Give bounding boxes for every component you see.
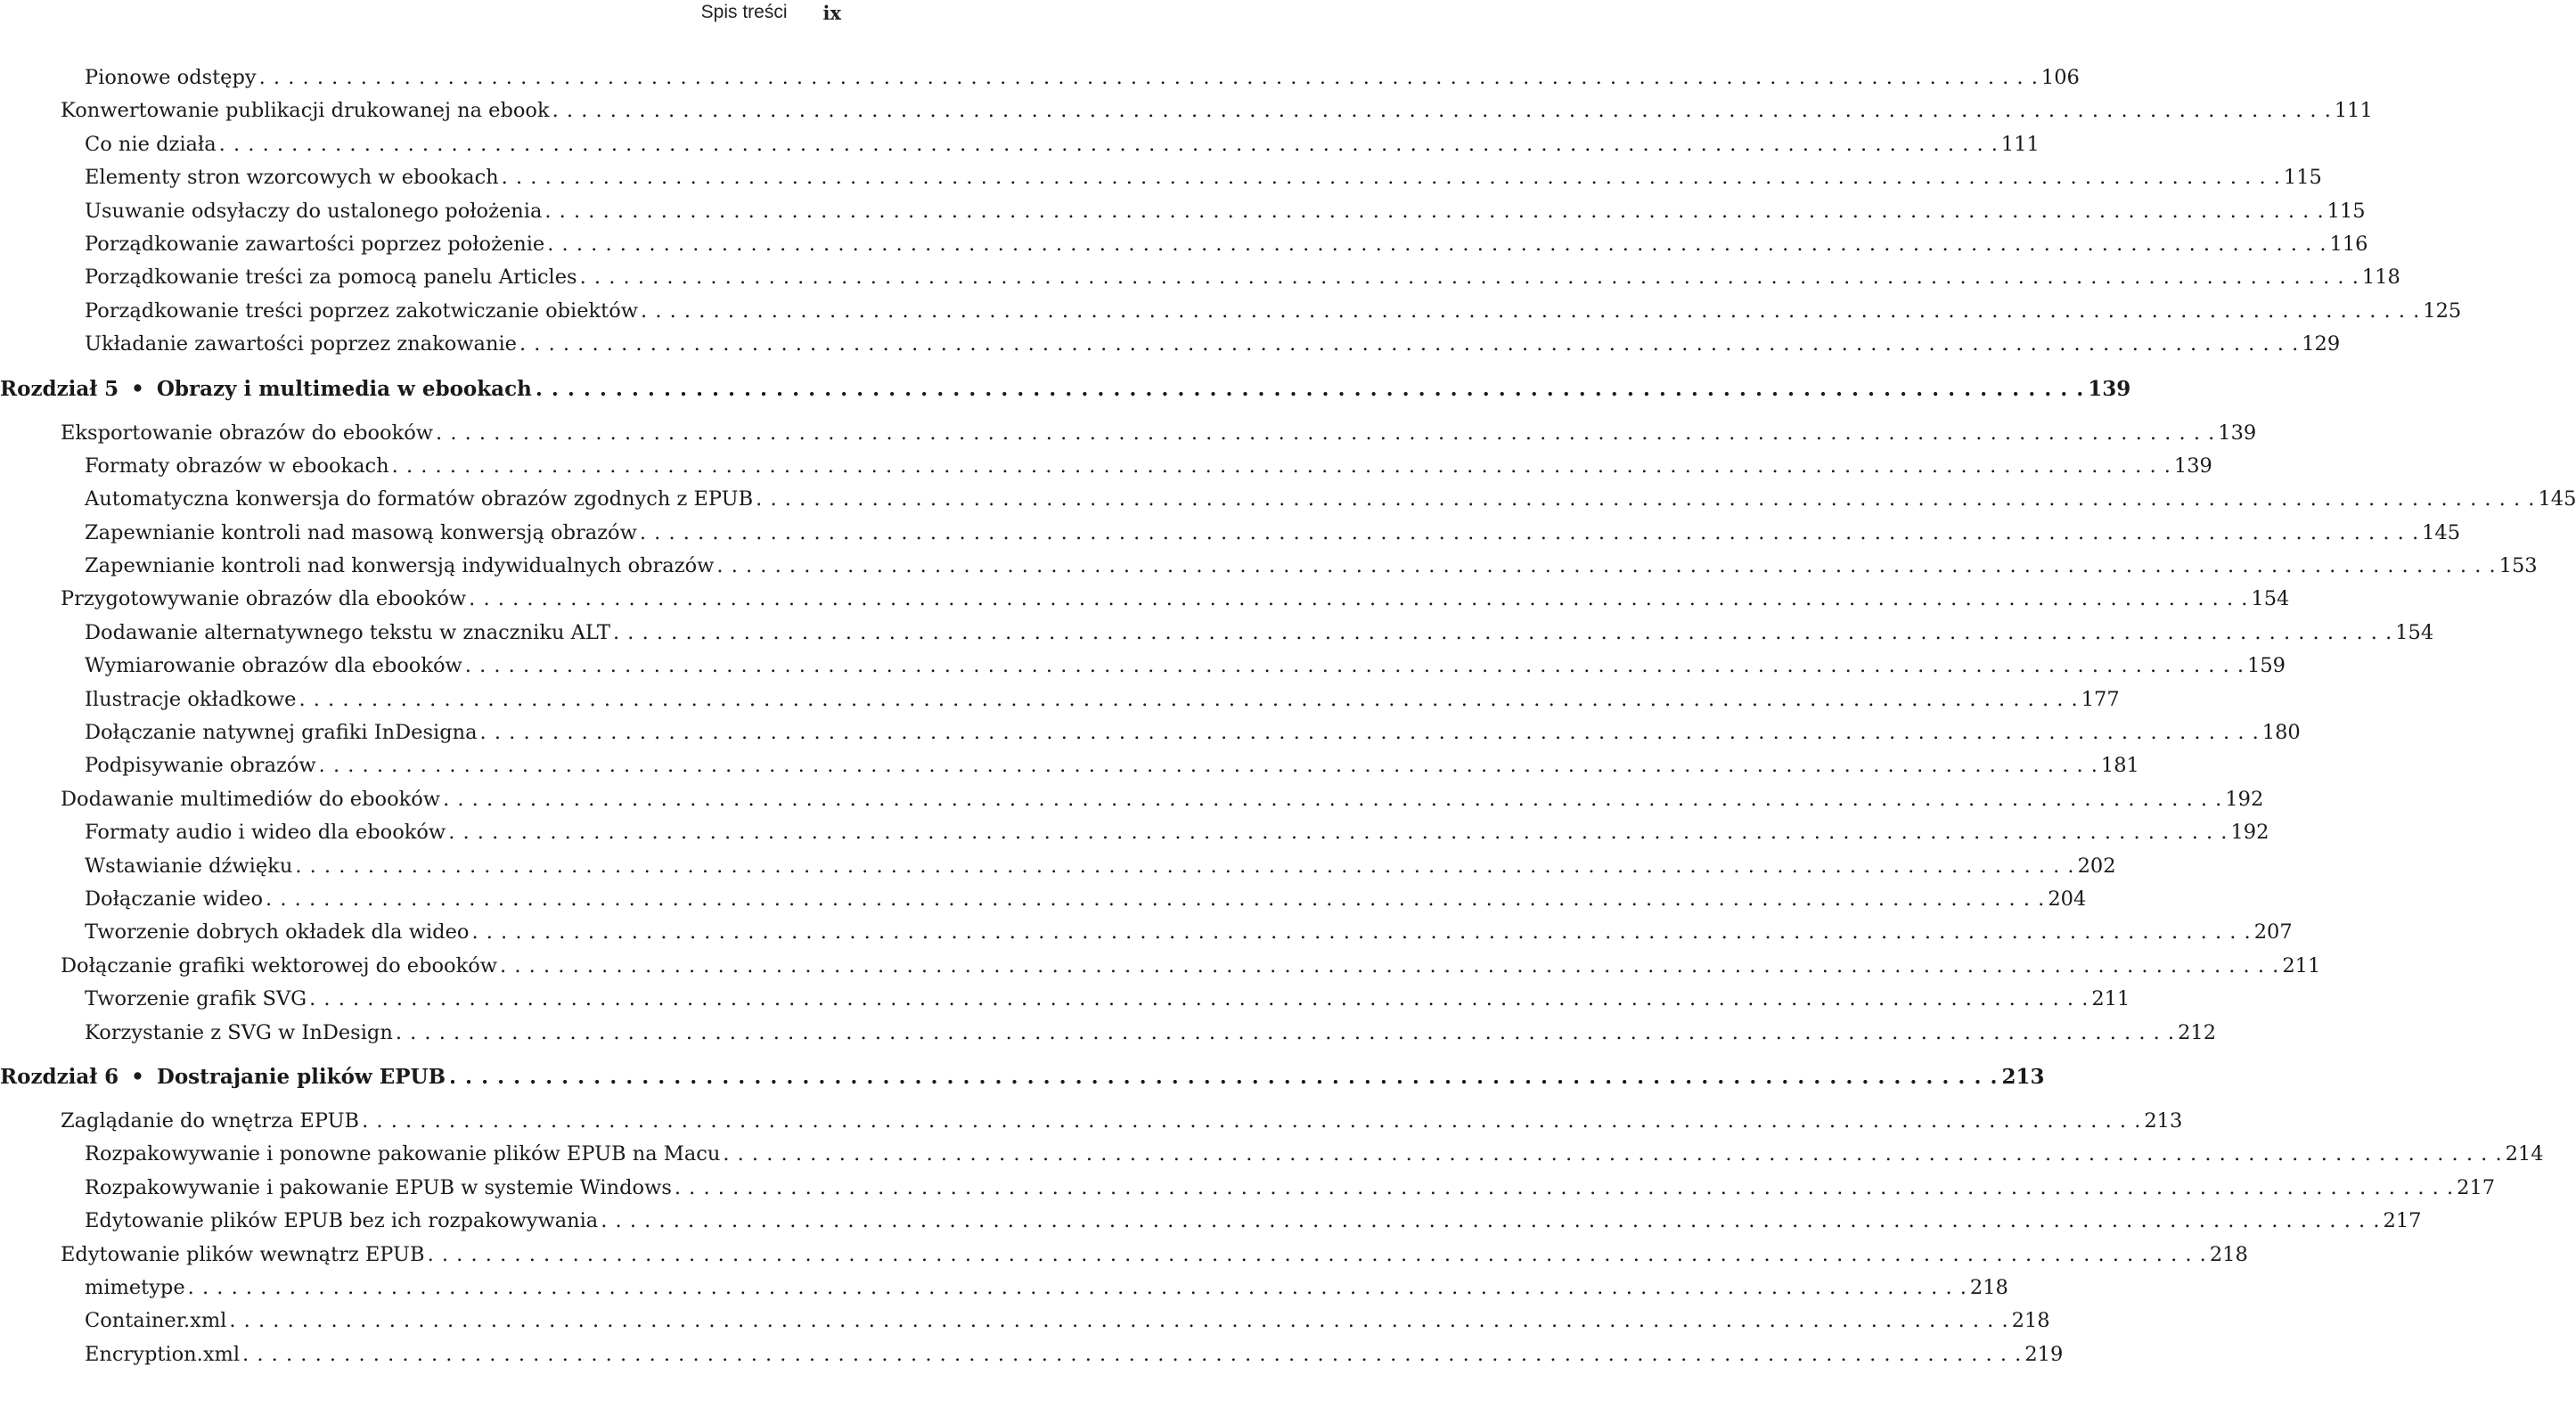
toc-entry-page-number: 218 (2209, 1242, 2248, 1266)
dot-leader (480, 721, 2260, 744)
toc-entry[interactable] (0, 587, 2290, 620)
toc-entry-title: Eksportowanie obrazów do ebooków (61, 421, 434, 445)
dot-leader (613, 621, 2392, 644)
toc-entry-page-number: 181 (2100, 754, 2139, 778)
toc-entry-page-number: 204 (2048, 887, 2087, 911)
toc-entry-title: Dołączanie grafiki wektorowej do ebooków (61, 953, 498, 977)
toc-entry-page-number: 218 (1969, 1275, 2008, 1299)
dot-leader (298, 688, 2078, 711)
dot-leader (309, 987, 2089, 1010)
toc-entry-title: Usuwanie odsyłaczy do ustalonego położenia (85, 199, 543, 223)
toc-entry-page-number: 213 (2144, 1108, 2183, 1133)
toc-entry-title: Pionowe odstępy (85, 66, 257, 89)
toc-entry[interactable] (0, 1242, 2248, 1276)
dot-leader (266, 887, 2045, 911)
toc-entry-title: Zapewnianie kontroli nad masową konwersją obrazów (85, 520, 637, 544)
toc-entry[interactable] (0, 1275, 2008, 1309)
chapter-title: Dostrajanie plików EPUB (156, 1064, 446, 1089)
toc-entry[interactable] (0, 520, 2461, 554)
toc-entry-page-number: 211 (2091, 987, 2130, 1011)
dot-leader (469, 587, 2248, 610)
dot-leader (723, 1142, 2502, 1166)
chapter-bullet: • (131, 1064, 144, 1089)
toc-entry-title: Co nie działa (85, 132, 217, 156)
toc-entry[interactable] (0, 421, 2257, 454)
toc-entry-title: Container.xml (85, 1309, 227, 1333)
toc-entry-page-number: 115 (2283, 166, 2322, 190)
chapter-title: Obrazy i multimedia w ebookach (156, 376, 532, 401)
toc-entry[interactable] (0, 887, 2087, 920)
toc-entry-title: Rozpakowywanie i ponowne pakowanie plików EPUB na Macu (85, 1142, 721, 1166)
dot-leader (443, 788, 2222, 811)
dot-leader (716, 554, 2496, 577)
chapter-page-number: 139 (2088, 376, 2131, 401)
toc-entry[interactable] (0, 687, 2120, 721)
toc-entry-title: Porządkowanie treści za pomocą panelu Articles (85, 266, 577, 290)
toc-entry-title: Formaty obrazów w ebookach (85, 454, 389, 478)
dot-leader (448, 821, 2228, 844)
toc-entry[interactable] (0, 454, 2212, 487)
toc-entry[interactable] (0, 199, 2366, 233)
dot-leader (436, 421, 2215, 445)
toc-entry-page-number: 125 (2423, 299, 2462, 323)
chapter-label: Rozdział 5 (0, 376, 119, 401)
toc-entry-page-number: 118 (2361, 266, 2400, 290)
toc-entry-title: mimetype (85, 1275, 185, 1299)
toc-entry[interactable] (0, 1020, 2217, 1054)
toc-entry[interactable] (0, 854, 2116, 887)
dot-leader (259, 66, 2039, 89)
toc-entry[interactable] (0, 1342, 2064, 1376)
toc-entry-page-number: 154 (2395, 620, 2434, 644)
toc-entry-title: Korzystanie z SVG w InDesign (85, 1020, 393, 1044)
toc-entry-page-number: 211 (2282, 953, 2321, 977)
toc-entry-title: Zapewnianie kontroli nad konwersją indywidualnych obrazów (85, 554, 715, 578)
dot-leader (544, 200, 2324, 223)
dot-leader (219, 133, 1999, 156)
toc-entry[interactable] (0, 654, 2286, 687)
dot-leader (500, 954, 2279, 977)
dot-leader (552, 99, 2332, 122)
table-of-contents (0, 66, 2576, 1376)
chapter-label: Rozdział 6 (0, 1064, 119, 1089)
toc-entry-title: Układanie zawartości poprzez znakowanie (85, 332, 517, 356)
toc-chapter-5[interactable] (0, 376, 2131, 413)
chapter-bullet: • (131, 376, 144, 401)
toc-entry-title: Elementy stron wzorcowych w ebookach (85, 166, 499, 190)
toc-entry-page-number: 153 (2498, 554, 2538, 578)
toc-entry[interactable] (0, 787, 2264, 821)
dot-leader (641, 299, 2420, 323)
dot-leader (756, 487, 2535, 511)
toc-entry-title: Dodawanie alternatywnego tekstu w znaczniku ALT (85, 620, 610, 644)
dot-leader (295, 855, 2074, 878)
toc-group-chapter4-tail (0, 66, 2462, 366)
dot-leader (362, 1109, 2141, 1133)
toc-entry[interactable] (0, 754, 2139, 787)
toc-entry-page-number: 145 (2538, 487, 2576, 511)
toc-entry-title: Encryption.xml (85, 1342, 241, 1366)
running-head (701, 2, 841, 24)
toc-entry-page-number: 129 (2302, 332, 2341, 356)
toc-entry[interactable] (0, 266, 2400, 299)
dot-leader (449, 1065, 1998, 1089)
toc-entry-title: Podpisywanie obrazów (85, 754, 316, 778)
toc-chapter-6[interactable] (0, 1064, 2045, 1100)
dot-leader (465, 654, 2245, 677)
toc-entry[interactable] (0, 66, 2080, 99)
dot-leader (396, 1021, 2175, 1044)
toc-entry[interactable] (0, 721, 2301, 754)
toc-entry[interactable] (0, 332, 2341, 365)
toc-entry-title: Dołączanie natywnej grafiki InDesigna (85, 721, 478, 745)
toc-group-chapter6 (0, 1108, 2544, 1376)
toc-entry-title: Edytowanie plików wewnątrz EPUB (61, 1242, 425, 1266)
toc-entry[interactable] (0, 953, 2321, 987)
toc-entry-title: Dodawanie multimediów do ebooków (61, 787, 441, 811)
dot-leader (547, 233, 2327, 256)
toc-entry-page-number: 177 (2081, 687, 2120, 711)
toc-entry-title: Konwertowanie publikacji drukowanej na ebook (61, 99, 550, 123)
toc-entry[interactable] (0, 620, 2434, 654)
toc-entry[interactable] (0, 1209, 2422, 1242)
dot-leader (640, 521, 2419, 544)
toc-entry-title: Porządkowanie zawartości poprzez położenie (85, 232, 545, 256)
toc-entry-title: Wymiarowanie obrazów dla ebooków (85, 654, 462, 678)
toc-entry-page-number: 217 (2457, 1175, 2496, 1199)
toc-entry[interactable] (0, 1309, 2050, 1342)
dot-leader (601, 1209, 2380, 1232)
toc-entry-page-number: 145 (2422, 520, 2461, 544)
toc-entry-page-number: 116 (2329, 232, 2368, 256)
dot-leader (392, 454, 2171, 478)
dot-leader (502, 166, 2281, 189)
toc-entry-title: Automatyczna konwersja do formatów obrazów zgodnych z EPUB (85, 487, 754, 511)
toc-group-chapter5 (0, 421, 2576, 1054)
dot-leader (675, 1176, 2454, 1199)
toc-entry[interactable] (0, 166, 2322, 199)
toc-entry-page-number: 111 (2000, 132, 2040, 156)
dot-leader (580, 266, 2359, 289)
dot-leader (519, 332, 2299, 356)
toc-entry-title: Tworzenie grafik SVG (85, 987, 307, 1011)
toc-entry-page-number: 106 (2040, 66, 2080, 89)
toc-entry-page-number: 217 (2383, 1209, 2422, 1233)
toc-entry-page-number: 219 (2024, 1342, 2064, 1366)
toc-entry-page-number: 154 (2251, 587, 2290, 611)
toc-entry-title: Ilustracje okładkowe (85, 687, 297, 711)
toc-entry[interactable] (0, 132, 2040, 166)
toc-entry-title: Porządkowanie treści poprzez zakotwiczanie obiektów (85, 299, 639, 323)
toc-entry[interactable] (0, 487, 2576, 520)
dot-leader (188, 1276, 1967, 1299)
toc-entry-page-number: 139 (2173, 454, 2212, 478)
toc-entry-page-number: 218 (2011, 1309, 2050, 1333)
toc-entry[interactable] (0, 821, 2269, 854)
dot-leader (229, 1309, 2008, 1332)
page-folio: ix (822, 2, 841, 24)
toc-entry-page-number: 159 (2247, 654, 2286, 678)
toc-entry-page-number: 214 (2505, 1142, 2544, 1166)
toc-entry-page-number: 111 (2334, 99, 2373, 123)
toc-entry-title: Dołączanie wideo (85, 887, 264, 911)
toc-entry-title: Tworzenie dobrych okładek dla wideo (85, 920, 470, 945)
toc-entry[interactable] (0, 1142, 2544, 1175)
toc-entry-title: Zaglądanie do wnętrza EPUB (61, 1108, 360, 1133)
toc-entry[interactable] (0, 1108, 2183, 1142)
dot-leader (319, 754, 2098, 777)
toc-entry[interactable] (0, 920, 2293, 953)
toc-entry-page-number: 192 (2225, 787, 2264, 811)
toc-entry-page-number: 207 (2253, 920, 2293, 945)
toc-entry-title: Edytowanie plików EPUB bez ich rozpakowywania (85, 1209, 599, 1233)
toc-entry-page-number: 115 (2327, 199, 2366, 223)
toc-entry-title: Rozpakowywanie i pakowanie EPUB w systemie Windows (85, 1175, 672, 1199)
toc-entry[interactable] (0, 554, 2538, 587)
toc-entry-title: Przygotowywanie obrazów dla ebooków (61, 587, 467, 611)
dot-leader (471, 920, 2251, 944)
toc-entry-page-number: 180 (2261, 721, 2301, 745)
dot-leader (536, 377, 2084, 401)
dot-leader (242, 1343, 2022, 1366)
toc-entry[interactable] (0, 99, 2373, 132)
toc-entry-page-number: 192 (2230, 821, 2269, 845)
toc-entry-page-number: 139 (2218, 421, 2257, 445)
toc-entry[interactable] (0, 232, 2368, 266)
toc-entry-title: Formaty audio i wideo dla ebooków (85, 821, 446, 845)
toc-entry[interactable] (0, 299, 2462, 332)
toc-entry-title: Wstawianie dźwięku (85, 854, 293, 878)
dot-leader (428, 1243, 2207, 1266)
toc-entry-page-number: 202 (2077, 854, 2116, 878)
running-head-section: Spis treści (700, 2, 788, 22)
toc-entry-page-number: 212 (2178, 1020, 2217, 1044)
toc-entry[interactable] (0, 1175, 2496, 1209)
chapter-page-number: 213 (2001, 1064, 2045, 1089)
toc-entry[interactable] (0, 987, 2130, 1020)
